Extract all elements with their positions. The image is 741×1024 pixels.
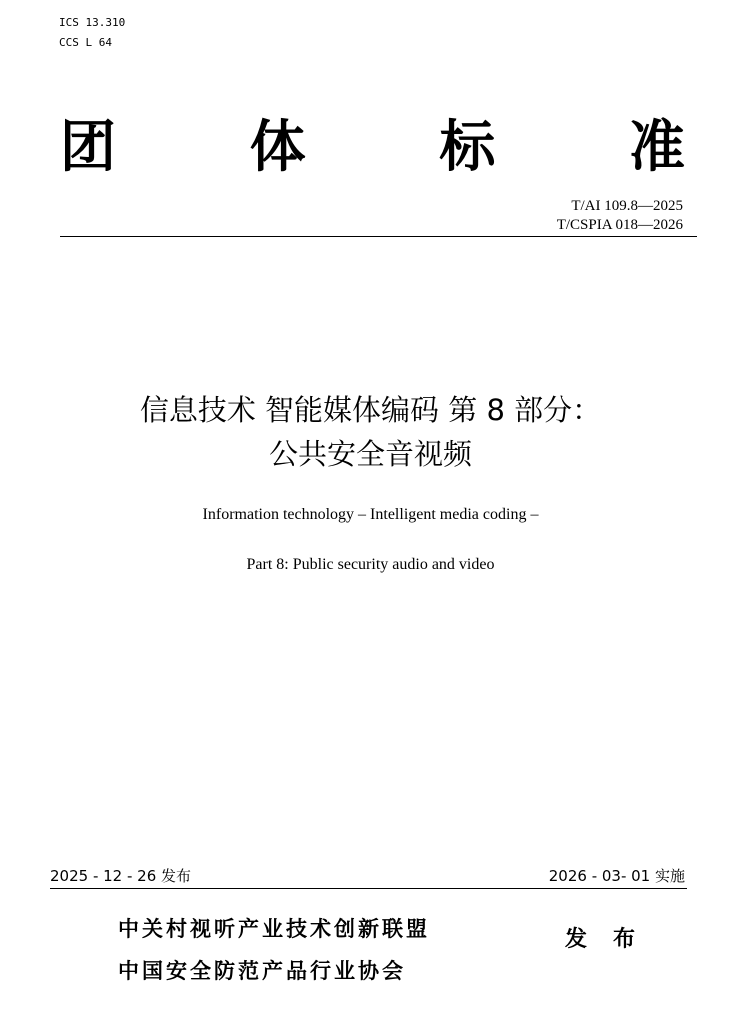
chinese-title xyxy=(0,388,741,476)
standard-type-char-1: 团 xyxy=(60,115,116,180)
issue-date: 2025 - 12 - 26 发布 xyxy=(50,867,192,885)
standard-type-char-2: 体 xyxy=(249,115,306,180)
standard-code-ai: T/AI 109.8—2025 xyxy=(571,198,683,214)
top-divider xyxy=(60,236,697,237)
standard-type-char-3: 标 xyxy=(439,115,496,180)
publisher-org-2: 中国安全防范产品行业协会 xyxy=(118,959,406,983)
chinese-title-line-1: 信息技术 智能媒体编码 第 8 部分： xyxy=(139,393,602,427)
ccs-code: CCS L 64 xyxy=(59,36,112,49)
standard-codes xyxy=(557,197,683,235)
standard-type-heading xyxy=(60,108,685,178)
chinese-title-line-2: 公共安全音视频 xyxy=(268,437,472,471)
publisher-organizations xyxy=(118,908,430,992)
publisher-org-1: 中关村视听产业技术创新联盟 xyxy=(118,917,430,941)
classification-codes xyxy=(59,13,125,53)
english-title-line-2: Part 8: Public security audio and video xyxy=(246,556,495,573)
publish-label: 发布 xyxy=(565,927,662,952)
english-title-line-1: Information technology – Intelligent media coding – xyxy=(202,506,539,523)
standard-type-char-4: 准 xyxy=(628,115,685,180)
implementation-date: 2026 - 03- 01 实施 xyxy=(548,867,685,885)
bottom-divider xyxy=(50,888,687,889)
standard-code-cspia: T/CSPIA 018—2026 xyxy=(556,217,683,233)
ics-code: ICS 13.310 xyxy=(59,16,126,29)
